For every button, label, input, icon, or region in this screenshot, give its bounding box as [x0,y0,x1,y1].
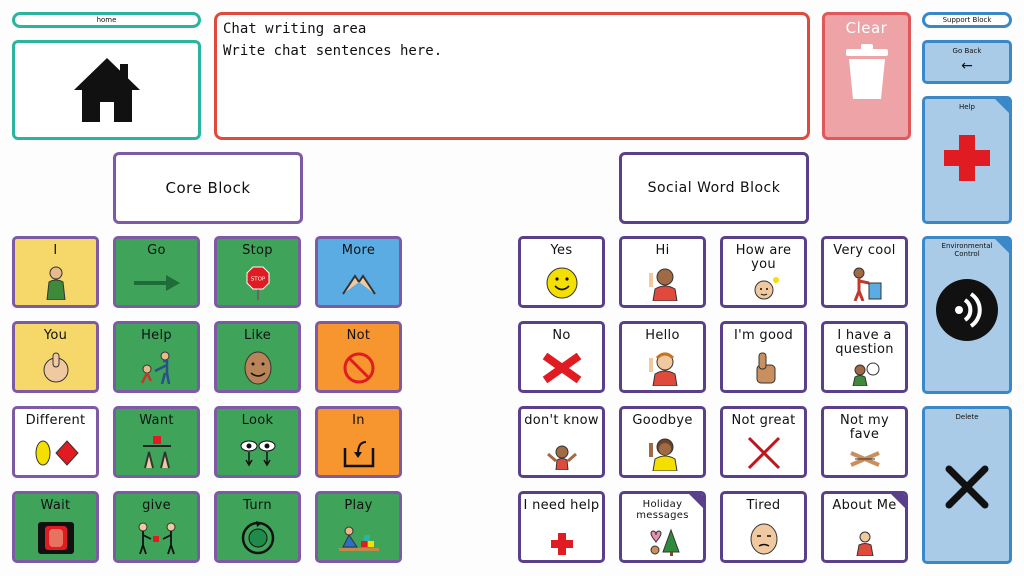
core-cell-want[interactable] [113,406,200,478]
cell-label: Play [344,498,373,513]
social-cell-im-good[interactable] [720,321,807,393]
help-button[interactable] [922,96,1012,224]
pointing-hand-icon [39,351,73,385]
social-cell-no[interactable] [518,321,605,393]
stop-sign-icon [246,266,270,300]
right-arrow-icon [134,275,180,291]
core-block-label: Core Block [165,179,251,197]
core-cell-look[interactable] [214,406,301,478]
cell-label: Help [141,328,172,343]
core-cell-you[interactable] [12,321,99,393]
core-cell-go[interactable] [113,236,200,308]
social-cell-yes[interactable] [518,236,605,308]
social-cell-i-have-a-question[interactable] [821,321,908,393]
shrugging-person-icon [545,444,579,470]
delete-label: Delete [955,413,979,421]
home-button[interactable] [12,40,201,140]
goodbye-person-icon [645,435,681,471]
cell-label: don't know [524,413,599,428]
self-person-icon [852,530,878,556]
cell-label: You [43,328,68,343]
cell-label: Go [147,243,166,258]
cell-label: Different [25,413,86,428]
question-person-icon [850,362,880,386]
clear-label: Clear [845,19,888,37]
delete-x-icon [945,465,989,509]
cell-label: Look [241,413,274,428]
looking-eyes-icon [238,438,278,468]
back-arrow-icon: ← [961,58,973,74]
cell-label: Stop [242,243,273,258]
chat-writing-area[interactable] [214,12,810,140]
go-back-button[interactable] [922,40,1012,84]
want-hands-icon [137,436,177,470]
cell-label: I have a question [835,328,894,357]
clear-button[interactable] [822,12,911,140]
core-cell-stop[interactable] [214,236,301,308]
cell-label: I'm good [733,328,793,343]
remote-signal-icon [935,278,999,342]
thin-red-x-icon [746,435,782,471]
prohibited-icon [342,351,376,385]
cell-label: Not [346,328,371,343]
social-word-block-button[interactable] [619,152,809,224]
folder-corner-tag [994,238,1010,254]
social-cell-hello[interactable] [619,321,706,393]
folder-corner-tag [890,493,906,509]
core-cell-different[interactable] [12,406,99,478]
cool-person-icon [847,265,883,301]
social-cell-goodbye[interactable] [619,406,706,478]
svg-text:STOP: STOP [250,276,265,283]
cell-label: No [552,328,571,343]
cell-label: More [341,243,376,258]
home-label: home [96,16,117,24]
cell-label: Holiday messages [636,499,689,521]
core-cell-help[interactable] [113,321,200,393]
cell-label: Tired [746,498,781,513]
core-cell-like[interactable] [214,321,301,393]
folder-corner-tag [688,493,704,509]
social-cell-not-my-fave[interactable] [821,406,908,478]
turn-circle-icon [240,520,276,556]
cell-label: Hi [655,243,670,258]
cell-label: Very cool [833,243,896,258]
cell-label: Wait [40,498,71,513]
social-cell-dont-know[interactable] [518,406,605,478]
social-cell-i-need-help[interactable] [518,491,605,563]
playing-child-icon [337,523,381,553]
shapes-different-icon [33,438,79,468]
social-cell-not-great[interactable] [720,406,807,478]
small-red-cross-icon [551,533,573,555]
tired-face-icon [749,521,779,555]
into-box-icon [342,438,376,468]
delete-button[interactable] [922,406,1012,564]
go-back-label: Go Back [952,47,982,55]
cell-label: Want [139,413,174,428]
core-cell-play[interactable] [315,491,402,563]
cell-label: Turn [243,498,272,513]
cell-label: In [352,413,365,428]
smiling-face-icon [243,351,273,385]
core-cell-wait[interactable] [12,491,99,563]
cell-label: How are you [735,243,792,272]
core-cell-give[interactable] [113,491,200,563]
core-cell-not[interactable] [315,321,402,393]
support-block-label: Support Block [942,16,992,24]
core-cell-i[interactable] [12,236,99,308]
core-cell-in[interactable] [315,406,402,478]
cell-label: Not great [731,413,796,428]
cell-label: Hello [645,328,680,343]
social-cell-hi[interactable] [619,236,706,308]
cell-label: Yes [550,243,573,258]
cell-label: give [142,498,171,513]
environmental-control-label: Environmental Control [941,242,993,258]
cell-label: About Me [832,498,897,513]
cell-label: Like [243,328,272,343]
thumbs-up-icon [749,351,779,385]
cell-label: Goodbye [632,413,693,428]
environmental-control-button[interactable] [922,236,1012,394]
social-cell-how-are-you[interactable] [720,236,807,308]
social-cell-holiday-messages[interactable] [619,491,706,563]
holiday-icons-icon [645,528,681,556]
happy-sun-face-icon [544,266,580,300]
core-block-button[interactable] [113,152,303,224]
social-cell-very-cool[interactable] [821,236,908,308]
waving-person-icon [645,265,681,301]
cell-label: I [53,243,58,258]
social-cell-tired[interactable] [720,491,807,563]
sign-more-hands-icon [339,268,379,298]
core-cell-more[interactable] [315,236,402,308]
home-icon [72,56,142,124]
help-label: Help [959,103,975,111]
chat-text: Write chat sentences here. [223,43,443,59]
cell-label: I need help [523,498,600,513]
chat-title: Chat writing area [223,21,367,37]
hello-person-icon [645,350,681,386]
cell-label: Not my fave [839,413,890,442]
social-cell-about-me[interactable] [821,491,908,563]
thinking-face-icon [749,276,779,300]
giving-people-icon [137,521,177,555]
core-cell-turn[interactable] [214,491,301,563]
red-x-icon [542,353,582,383]
folder-corner-tag [994,98,1010,114]
crossed-hands-icon [849,449,881,469]
person-pointing-self-icon [44,266,68,300]
home-label-pill [12,12,201,28]
support-block-pill[interactable] [922,12,1012,28]
social-word-block-label: Social Word Block [647,180,781,196]
trash-icon [844,43,890,101]
red-cross-icon [944,135,990,181]
helping-person-icon [137,351,177,385]
wait-hand-icon [36,521,76,555]
